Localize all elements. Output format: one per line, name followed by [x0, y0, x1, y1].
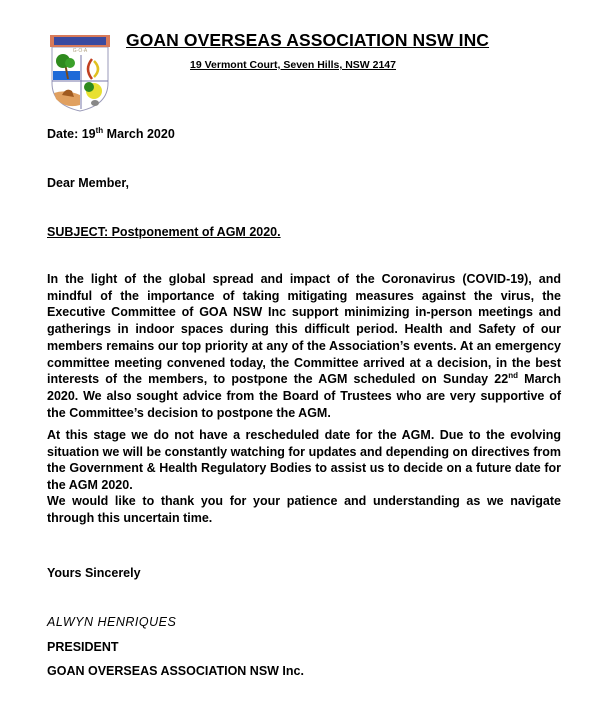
organization-title: GOAN OVERSEAS ASSOCIATION NSW INC	[126, 30, 490, 50]
paragraph-1-part-b: March 2020. We also sought advice from the Board of Trustees who are very supportive of the Committee’s decision to postpone the AGM.	[47, 372, 561, 420]
date-suffix: March 2020	[103, 127, 175, 141]
body-paragraph-1	[47, 271, 561, 421]
organization-address: 19 Vermont Court, Seven Hills, NSW 2147	[190, 59, 396, 71]
signer-name: ALWYN HENRIQUES	[47, 615, 177, 629]
body-paragraph-2: At this stage we do not have a rescheduled date for the AGM. Due to the evolving situation we will be constantly watching for updates and depending on directives from the Government & Health Regulatory Bodies to assist us to decide on a future date for the AGM 2020.	[47, 428, 561, 493]
body-paragraph-3: We would like to thank you for your patience and understanding as we navigate through this uncertain time.	[47, 494, 561, 525]
goa-crest-logo	[48, 33, 112, 113]
subject-line: SUBJECT: Postponement of AGM 2020.	[47, 225, 281, 239]
date-prefix: Date: 19	[47, 127, 96, 141]
svg-text:G·O·A: G·O·A	[72, 48, 88, 54]
letter-date	[47, 127, 175, 141]
signer-organization: GOAN OVERSEAS ASSOCIATION NSW Inc.	[47, 664, 304, 678]
closing: Yours Sincerely	[47, 566, 141, 580]
date-ordinal: th	[95, 126, 104, 135]
paragraph-1-ordinal: nd	[508, 371, 518, 381]
paragraph-1-part-a: In the light of the global spread and impact of the Coronavirus (COVID-19), and mindful of the importance of taking mitigating measures against the virus, the Executive Committee of GOA NSW Inc support minimizing in-person meetings and gatherings in indoor spaces during this difficult period. Health and Safety of our members remains our top priority at any of the Association’s events. At an emergency committee meeting convened today, the Committee arrived at a decision, in the best interests of the members, to postpone the AGM scheduled on Sunday 22	[47, 272, 561, 387]
signer-role: PRESIDENT	[47, 640, 119, 654]
salutation: Dear Member,	[47, 176, 129, 190]
